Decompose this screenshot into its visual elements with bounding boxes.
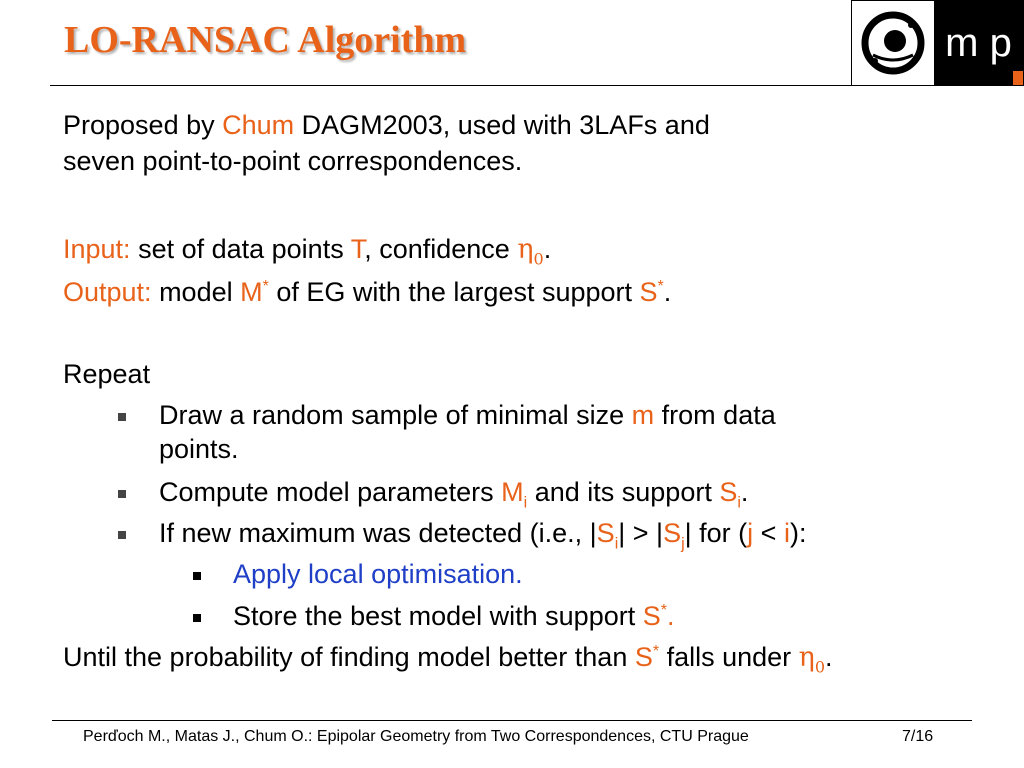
footer-citation: Perďoch M., Matas J., Chum O.: Epipolar Geometry from Two Correspondences, CTU Prague xyxy=(83,728,749,745)
author-name: Chum xyxy=(222,110,295,140)
output-line: Output: model M* of EG with the largest support S*. xyxy=(63,277,672,307)
logo-text: m p xyxy=(934,1,1023,85)
intro-line-2: seven point-to-point correspondences. xyxy=(63,146,523,176)
bullet-2-marker xyxy=(118,490,126,498)
repeat-heading: Repeat xyxy=(63,359,151,389)
until-line: Until the probability of finding model better than S* falls under $\eta_0$. xyxy=(63,642,833,677)
sub-bullet-1-marker xyxy=(193,572,201,580)
intro-line-1: Proposed by Chum DAGM2003, used with 3LAFs and xyxy=(63,110,710,140)
sub-bullet-1: Apply local optimisation. xyxy=(233,559,523,589)
slide-title: LO-RANSAC Algorithm xyxy=(64,19,467,61)
input-line: Input: set of data points T, confidence $\eta_0$. xyxy=(63,234,552,269)
output-label: Output: xyxy=(63,277,152,307)
eye-logo-icon xyxy=(852,1,934,85)
bullet-2: Compute model parameters $M_i$ and its support $S_i$. xyxy=(159,477,749,512)
header-rule xyxy=(50,85,975,86)
bullet-3: If new maximum was detected (i.e., $|S_i| > |S_j|$ for (j < i): xyxy=(159,518,807,553)
input-label: Input: xyxy=(63,234,131,264)
sub-bullet-2-marker xyxy=(193,614,201,622)
bullet-1-line-1: Draw a random sample of minimal size m from data xyxy=(159,400,776,430)
logo-accent-bar xyxy=(1013,71,1023,85)
bullet-1-line-2: points. xyxy=(159,434,239,464)
footer-rule xyxy=(52,720,972,721)
page-number: 7/16 xyxy=(902,728,934,745)
bullet-1-marker xyxy=(118,413,126,421)
sub-bullet-2: Store the best model with support S*. xyxy=(233,601,675,631)
cmp-logo xyxy=(851,0,1024,86)
bullet-3-marker xyxy=(118,531,126,539)
